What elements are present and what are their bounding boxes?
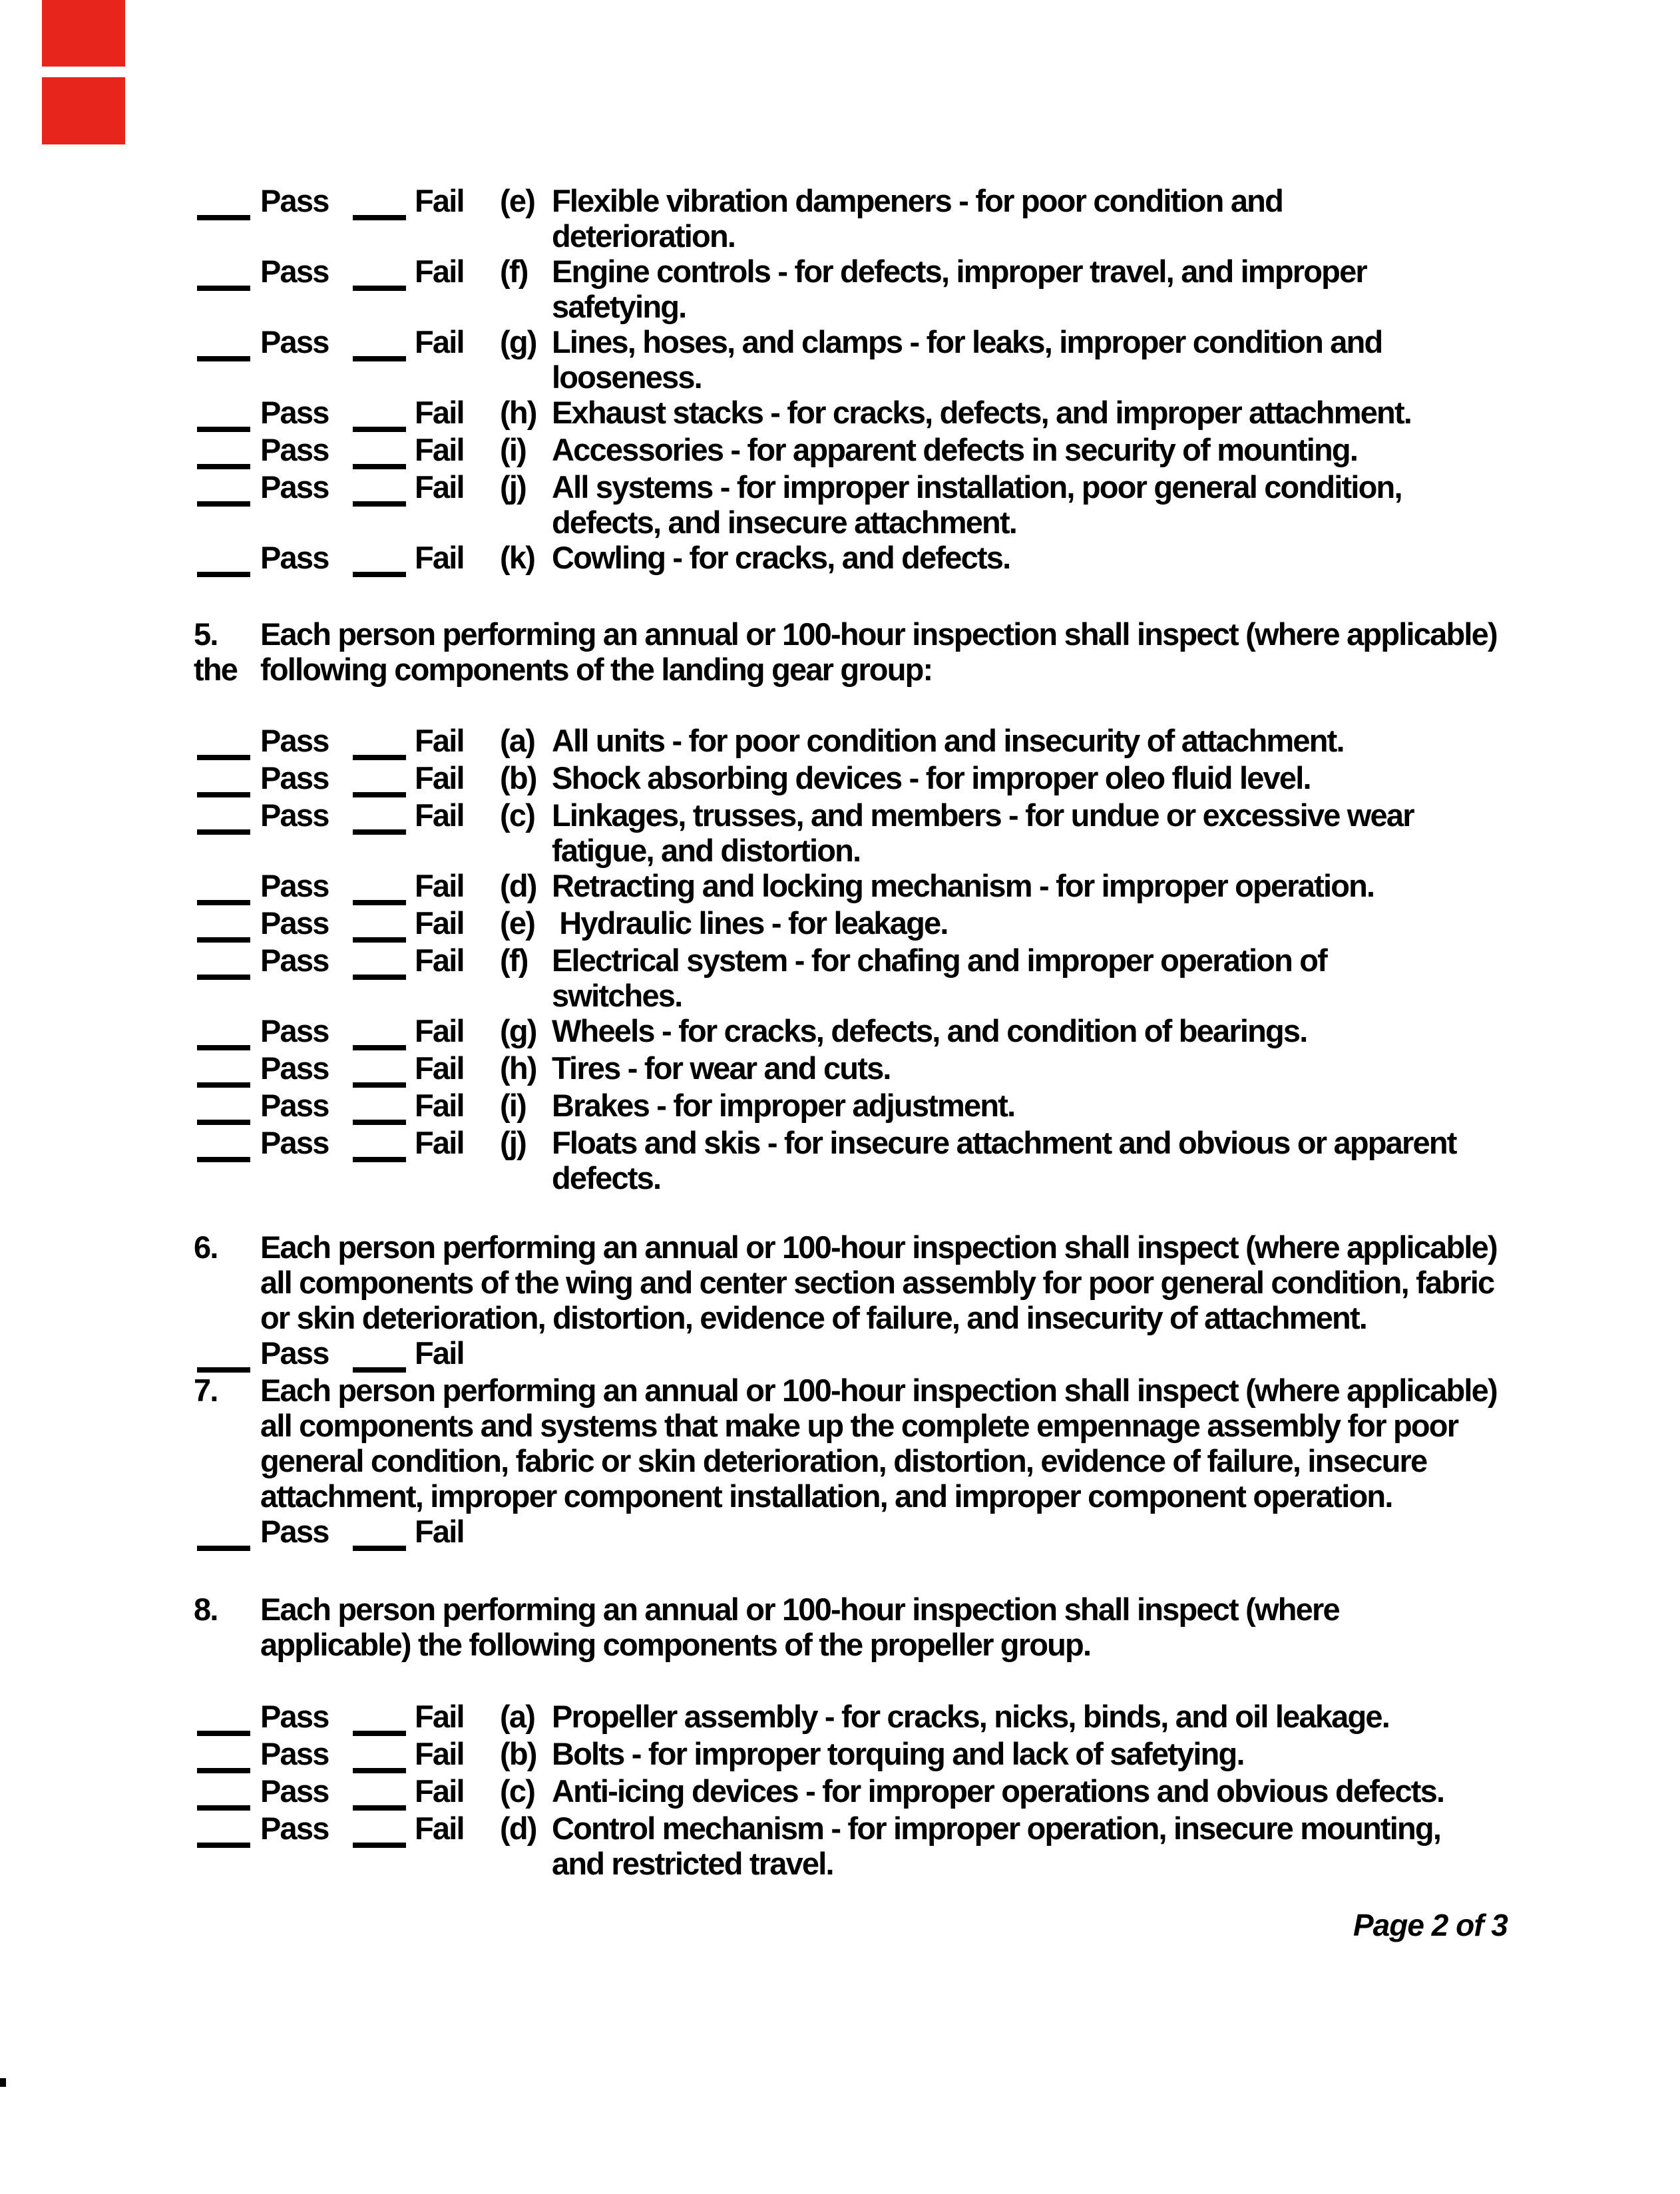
item-description-line: Cowling - for cracks, and defects. bbox=[552, 540, 1010, 575]
fail-label: Fail bbox=[415, 324, 464, 359]
section-7 bbox=[194, 1373, 1680, 1551]
fail-label: Fail bbox=[415, 905, 464, 941]
item-letter: (h) bbox=[500, 395, 536, 430]
section-number bbox=[194, 1408, 260, 1443]
scan-artifact-red-bar-bottom bbox=[42, 77, 125, 144]
item-description-line: Propeller assembly - for cracks, nicks, binds, and oil leakage. bbox=[552, 1699, 1390, 1734]
pass-blank-line[interactable] bbox=[197, 540, 250, 577]
checklist-row-b bbox=[197, 760, 1680, 797]
fail-blank-line[interactable] bbox=[353, 1514, 406, 1551]
item-description-line: Bolts - for improper torquing and lack of safetying. bbox=[552, 1736, 1244, 1771]
section-paragraph-row bbox=[194, 1627, 1680, 1662]
item-letter: (b) bbox=[500, 1736, 536, 1771]
item-letter: (e) bbox=[500, 905, 535, 941]
section-number bbox=[194, 1627, 260, 1662]
pass-label: Pass bbox=[260, 469, 329, 505]
pass-label: Pass bbox=[260, 1125, 329, 1160]
item-description-line: Electrical system - for chafing and improper operation of bbox=[552, 943, 1327, 978]
item-letter: (g) bbox=[500, 1013, 536, 1048]
fail-blank-line[interactable] bbox=[353, 723, 406, 760]
checklist-row-i bbox=[197, 432, 1680, 469]
section-number bbox=[194, 1478, 260, 1514]
section-number: 8. bbox=[194, 1592, 218, 1627]
fail-label: Fail bbox=[415, 395, 464, 430]
item-description bbox=[552, 1050, 1680, 1088]
item-description-line: looseness. bbox=[552, 359, 702, 395]
fail-label: Fail bbox=[415, 183, 464, 218]
pass-blank-line[interactable] bbox=[197, 469, 250, 507]
item-description bbox=[552, 797, 1680, 868]
checklist-row-c bbox=[197, 1773, 1680, 1811]
pass-label: Pass bbox=[260, 324, 329, 359]
section-pass-fail-row bbox=[197, 1335, 1680, 1373]
fail-label: Fail bbox=[415, 432, 464, 467]
item-letter: (i) bbox=[500, 432, 526, 467]
section-8 bbox=[194, 1592, 1680, 1662]
item-description-line: deterioration. bbox=[552, 218, 735, 254]
section-paragraph-row bbox=[194, 1443, 1680, 1478]
fail-blank-line[interactable] bbox=[353, 469, 406, 507]
pass-label: Pass bbox=[260, 1811, 329, 1846]
pass-label: Pass bbox=[260, 760, 329, 795]
item-letter: (c) bbox=[500, 797, 535, 833]
section-text-line: all components of the wing and center section assembly for poor general condition, fabric bbox=[260, 1265, 1494, 1300]
scan-artifact-red-bar-top bbox=[42, 0, 125, 67]
pass-blank-line[interactable] bbox=[197, 1125, 250, 1162]
item-description bbox=[552, 1699, 1680, 1736]
pass-label: Pass bbox=[260, 432, 329, 467]
section-number bbox=[194, 1265, 260, 1300]
fail-label: Fail bbox=[415, 760, 464, 795]
section-pass-fail-row bbox=[197, 1514, 1680, 1551]
section-number: 7. bbox=[194, 1373, 218, 1408]
item-description bbox=[552, 760, 1680, 797]
section-text-line: Each person performing an annual or 100-hour inspection shall inspect (where bbox=[260, 1592, 1339, 1627]
item-description-line: All systems - for improper installation, poor general condition, bbox=[552, 469, 1402, 505]
item-letter: (e) bbox=[500, 183, 535, 218]
pass-blank-line[interactable] bbox=[197, 432, 250, 469]
fail-blank-line[interactable] bbox=[353, 1335, 406, 1373]
item-description-line: Accessories - for apparent defects in security of mounting. bbox=[552, 432, 1358, 467]
fail-label: Fail bbox=[415, 1514, 464, 1549]
checklist-row-g bbox=[197, 324, 1680, 395]
checklist-row-g bbox=[197, 1013, 1680, 1050]
pass-blank-line[interactable] bbox=[197, 254, 250, 291]
checklist-row-f bbox=[197, 943, 1680, 1013]
pass-label: Pass bbox=[260, 1050, 329, 1086]
pass-blank-line[interactable] bbox=[197, 1335, 250, 1373]
section-paragraph-row bbox=[194, 1592, 1680, 1627]
fail-blank-line[interactable] bbox=[353, 1125, 406, 1162]
item-letter: (c) bbox=[500, 1773, 535, 1809]
item-description bbox=[552, 1125, 1680, 1196]
page-number: Page 2 of 3 bbox=[1353, 1908, 1508, 1942]
section-text-line: Each person performing an annual or 100-hour inspection shall inspect (where applicable) bbox=[260, 1373, 1497, 1408]
section-text-line: general condition, fabric or skin deterioration, distortion, evidence of failure, insecure bbox=[260, 1443, 1427, 1478]
item-description-line: Shock absorbing devices - for improper oleo fluid level. bbox=[552, 760, 1311, 795]
item-description bbox=[552, 1088, 1680, 1125]
section-number bbox=[194, 1300, 260, 1335]
pass-blank-line[interactable] bbox=[197, 723, 250, 760]
checklist-row-j bbox=[197, 1125, 1680, 1196]
pass-label: Pass bbox=[260, 1736, 329, 1771]
pass-blank-line[interactable] bbox=[197, 1514, 250, 1551]
item-description-line: defects. bbox=[552, 1160, 661, 1196]
fail-blank-line[interactable] bbox=[353, 1050, 406, 1088]
checklist-row-c bbox=[197, 797, 1680, 868]
scan-artifact-speck bbox=[0, 2078, 6, 2087]
section-paragraph-row bbox=[194, 1300, 1680, 1335]
pass-label: Pass bbox=[260, 395, 329, 430]
checklist-row-k bbox=[197, 540, 1680, 577]
fail-label: Fail bbox=[415, 868, 464, 903]
fail-label: Fail bbox=[415, 540, 464, 575]
pass-blank-line[interactable] bbox=[197, 1088, 250, 1125]
section-text-line: or skin deterioration, distortion, evidence of failure, and insecurity of attachment. bbox=[260, 1300, 1367, 1335]
item-description bbox=[552, 1013, 1680, 1050]
checklist-row-d bbox=[197, 1811, 1680, 1881]
fail-label: Fail bbox=[415, 1125, 464, 1160]
fail-label: Fail bbox=[415, 1773, 464, 1809]
pass-label: Pass bbox=[260, 1699, 329, 1734]
section-number: 5. bbox=[194, 616, 218, 652]
item-description bbox=[552, 254, 1680, 324]
pass-label: Pass bbox=[260, 868, 329, 903]
item-description bbox=[552, 1736, 1680, 1773]
fail-label: Fail bbox=[415, 1811, 464, 1846]
section-number bbox=[194, 1443, 260, 1478]
pass-blank-line[interactable] bbox=[197, 1736, 250, 1773]
item-description-line: Floats and skis - for insecure attachment and obvious or apparent bbox=[552, 1125, 1456, 1160]
item-description bbox=[552, 540, 1680, 577]
fail-label: Fail bbox=[415, 1699, 464, 1734]
checklist-row-f bbox=[197, 254, 1680, 324]
item-description-line: Control mechanism - for improper operation, insecure mounting, bbox=[552, 1811, 1441, 1846]
item-description-line: Hydraulic lines - for leakage. bbox=[552, 905, 948, 941]
section-text-line: attachment, improper component installation, and improper component operation. bbox=[260, 1478, 1392, 1514]
pass-label: Pass bbox=[260, 1335, 329, 1371]
pass-label: Pass bbox=[260, 943, 329, 978]
item-description bbox=[552, 1811, 1680, 1881]
pass-blank-line[interactable] bbox=[197, 760, 250, 797]
section-paragraph-row bbox=[194, 1478, 1680, 1514]
item-letter: (d) bbox=[500, 1811, 536, 1846]
item-description-line: Retracting and locking mechanism - for improper operation. bbox=[552, 868, 1374, 903]
item-description bbox=[552, 868, 1680, 905]
checklist-row-i bbox=[197, 1088, 1680, 1125]
fail-blank-line[interactable] bbox=[353, 395, 406, 432]
item-letter: (i) bbox=[500, 1088, 526, 1123]
fail-blank-line[interactable] bbox=[353, 183, 406, 220]
fail-blank-line[interactable] bbox=[353, 760, 406, 797]
fail-label: Fail bbox=[415, 797, 464, 833]
pass-blank-line[interactable] bbox=[197, 943, 250, 980]
item-description bbox=[552, 469, 1680, 540]
section-text-line: Each person performing an annual or 100-hour inspection shall inspect (where applicable) bbox=[260, 616, 1497, 652]
section-number: the bbox=[194, 652, 238, 687]
fail-blank-line[interactable] bbox=[353, 943, 406, 980]
item-description-line: fatigue, and distortion. bbox=[552, 833, 861, 868]
fail-label: Fail bbox=[415, 1736, 464, 1771]
checklist-row-e bbox=[197, 905, 1680, 943]
checklist-row-e bbox=[197, 183, 1680, 254]
fail-label: Fail bbox=[415, 723, 464, 758]
fail-blank-line[interactable] bbox=[353, 254, 406, 291]
checklist-row-b bbox=[197, 1736, 1680, 1773]
section-paragraph-row bbox=[194, 1265, 1680, 1300]
inspection-checklist-content bbox=[0, 183, 1680, 1881]
item-description-line: Engine controls - for defects, improper travel, and improper bbox=[552, 254, 1366, 289]
item-letter: (f) bbox=[500, 943, 528, 978]
item-description bbox=[552, 432, 1680, 469]
pass-label: Pass bbox=[260, 1514, 329, 1549]
fail-blank-line[interactable] bbox=[353, 1699, 406, 1736]
pass-label: Pass bbox=[260, 905, 329, 941]
item-description-line: All units - for poor condition and insecurity of attachment. bbox=[552, 723, 1344, 758]
section-paragraph-row bbox=[194, 616, 1680, 652]
section-paragraph-row bbox=[194, 652, 1680, 687]
section-paragraph-row bbox=[194, 1229, 1680, 1265]
fail-blank-line[interactable] bbox=[353, 1773, 406, 1811]
checklist-row-d bbox=[197, 868, 1680, 905]
fail-blank-line[interactable] bbox=[353, 868, 406, 905]
section-text-line: Each person performing an annual or 100-hour inspection shall inspect (where applicable) bbox=[260, 1229, 1497, 1265]
item-letter: (h) bbox=[500, 1050, 536, 1086]
section-text-line: applicable) the following components of the propeller group. bbox=[260, 1627, 1091, 1662]
pass-label: Pass bbox=[260, 723, 329, 758]
checklist-row-j bbox=[197, 469, 1680, 540]
item-description-line: switches. bbox=[552, 978, 682, 1013]
item-description bbox=[552, 324, 1680, 395]
item-description-line: Tires - for wear and cuts. bbox=[552, 1050, 891, 1086]
pass-blank-line[interactable] bbox=[197, 324, 250, 361]
fail-blank-line[interactable] bbox=[353, 540, 406, 577]
pass-blank-line[interactable] bbox=[197, 183, 250, 220]
fail-label: Fail bbox=[415, 469, 464, 505]
section-paragraph-row bbox=[194, 1408, 1680, 1443]
pass-blank-line[interactable] bbox=[197, 1811, 250, 1848]
pass-label: Pass bbox=[260, 1773, 329, 1809]
fail-blank-line[interactable] bbox=[353, 1013, 406, 1050]
section-text-line: all components and systems that make up the complete empennage assembly for poor bbox=[260, 1408, 1458, 1443]
item-description-line: Brakes - for improper adjustment. bbox=[552, 1088, 1015, 1123]
pass-blank-line[interactable] bbox=[197, 797, 250, 835]
section-text-line: following components of the landing gear group: bbox=[260, 652, 933, 687]
fail-label: Fail bbox=[415, 943, 464, 978]
item-description-line: Exhaust stacks - for cracks, defects, and improper attachment. bbox=[552, 395, 1412, 430]
item-description bbox=[552, 183, 1680, 254]
pass-label: Pass bbox=[260, 1088, 329, 1123]
item-description-line: Lines, hoses, and clamps - for leaks, improper condition and bbox=[552, 324, 1382, 359]
fail-label: Fail bbox=[415, 1013, 464, 1048]
fail-blank-line[interactable] bbox=[353, 1811, 406, 1848]
item-letter: (f) bbox=[500, 254, 528, 289]
pass-blank-line[interactable] bbox=[197, 1013, 250, 1050]
item-description-line: safetying. bbox=[552, 289, 686, 324]
pass-label: Pass bbox=[260, 1013, 329, 1048]
item-letter: (k) bbox=[500, 540, 535, 575]
fail-label: Fail bbox=[415, 1335, 464, 1371]
checklist-row-a bbox=[197, 1699, 1680, 1736]
fail-blank-line[interactable] bbox=[353, 1736, 406, 1773]
pass-blank-line[interactable] bbox=[197, 1773, 250, 1811]
pass-blank-line[interactable] bbox=[197, 1699, 250, 1736]
fail-blank-line[interactable] bbox=[353, 324, 406, 361]
item-description-line: and restricted travel. bbox=[552, 1846, 833, 1881]
item-description-line: Anti-icing devices - for improper operations and obvious defects. bbox=[552, 1773, 1444, 1809]
item-letter: (g) bbox=[500, 324, 536, 359]
checklist-row-h bbox=[197, 395, 1680, 432]
item-letter: (b) bbox=[500, 760, 536, 795]
pass-label: Pass bbox=[260, 183, 329, 218]
item-description bbox=[552, 723, 1680, 760]
item-description bbox=[552, 395, 1680, 432]
checklist-row-a bbox=[197, 723, 1680, 760]
fail-blank-line[interactable] bbox=[353, 905, 406, 943]
propeller-group-items bbox=[197, 1699, 1680, 1881]
pass-label: Pass bbox=[260, 254, 329, 289]
fail-label: Fail bbox=[415, 1088, 464, 1123]
pass-blank-line[interactable] bbox=[197, 868, 250, 905]
pass-label: Pass bbox=[260, 540, 329, 575]
item-description-line: Flexible vibration dampeners - for poor condition and bbox=[552, 183, 1283, 218]
pass-blank-line[interactable] bbox=[197, 1050, 250, 1088]
item-description bbox=[552, 1773, 1680, 1811]
section-5 bbox=[194, 616, 1680, 687]
checklist-row-h bbox=[197, 1050, 1680, 1088]
fail-blank-line[interactable] bbox=[353, 797, 406, 835]
item-description bbox=[552, 905, 1680, 943]
item-description-line: defects, and insecure attachment. bbox=[552, 505, 1017, 540]
pass-label: Pass bbox=[260, 797, 329, 833]
section-number: 6. bbox=[194, 1229, 218, 1265]
item-letter: (a) bbox=[500, 1699, 535, 1734]
pass-blank-line[interactable] bbox=[197, 905, 250, 943]
section-6 bbox=[194, 1229, 1680, 1373]
item-letter: (a) bbox=[500, 723, 535, 758]
pass-blank-line[interactable] bbox=[197, 395, 250, 432]
item-letter: (j) bbox=[500, 1125, 526, 1160]
section-paragraph-row bbox=[194, 1373, 1680, 1408]
item-letter: (d) bbox=[500, 868, 536, 903]
fail-blank-line[interactable] bbox=[353, 432, 406, 469]
fail-label: Fail bbox=[415, 254, 464, 289]
landing-gear-items bbox=[197, 723, 1680, 1196]
item-letter: (j) bbox=[500, 469, 526, 505]
item-description-line: Linkages, trusses, and members - for undue or excessive wear bbox=[552, 797, 1414, 833]
fail-blank-line[interactable] bbox=[353, 1088, 406, 1125]
item-description bbox=[552, 943, 1680, 1013]
item-description-line: Wheels - for cracks, defects, and condition of bearings. bbox=[552, 1013, 1307, 1048]
engine-group-items bbox=[197, 183, 1680, 577]
fail-label: Fail bbox=[415, 1050, 464, 1086]
